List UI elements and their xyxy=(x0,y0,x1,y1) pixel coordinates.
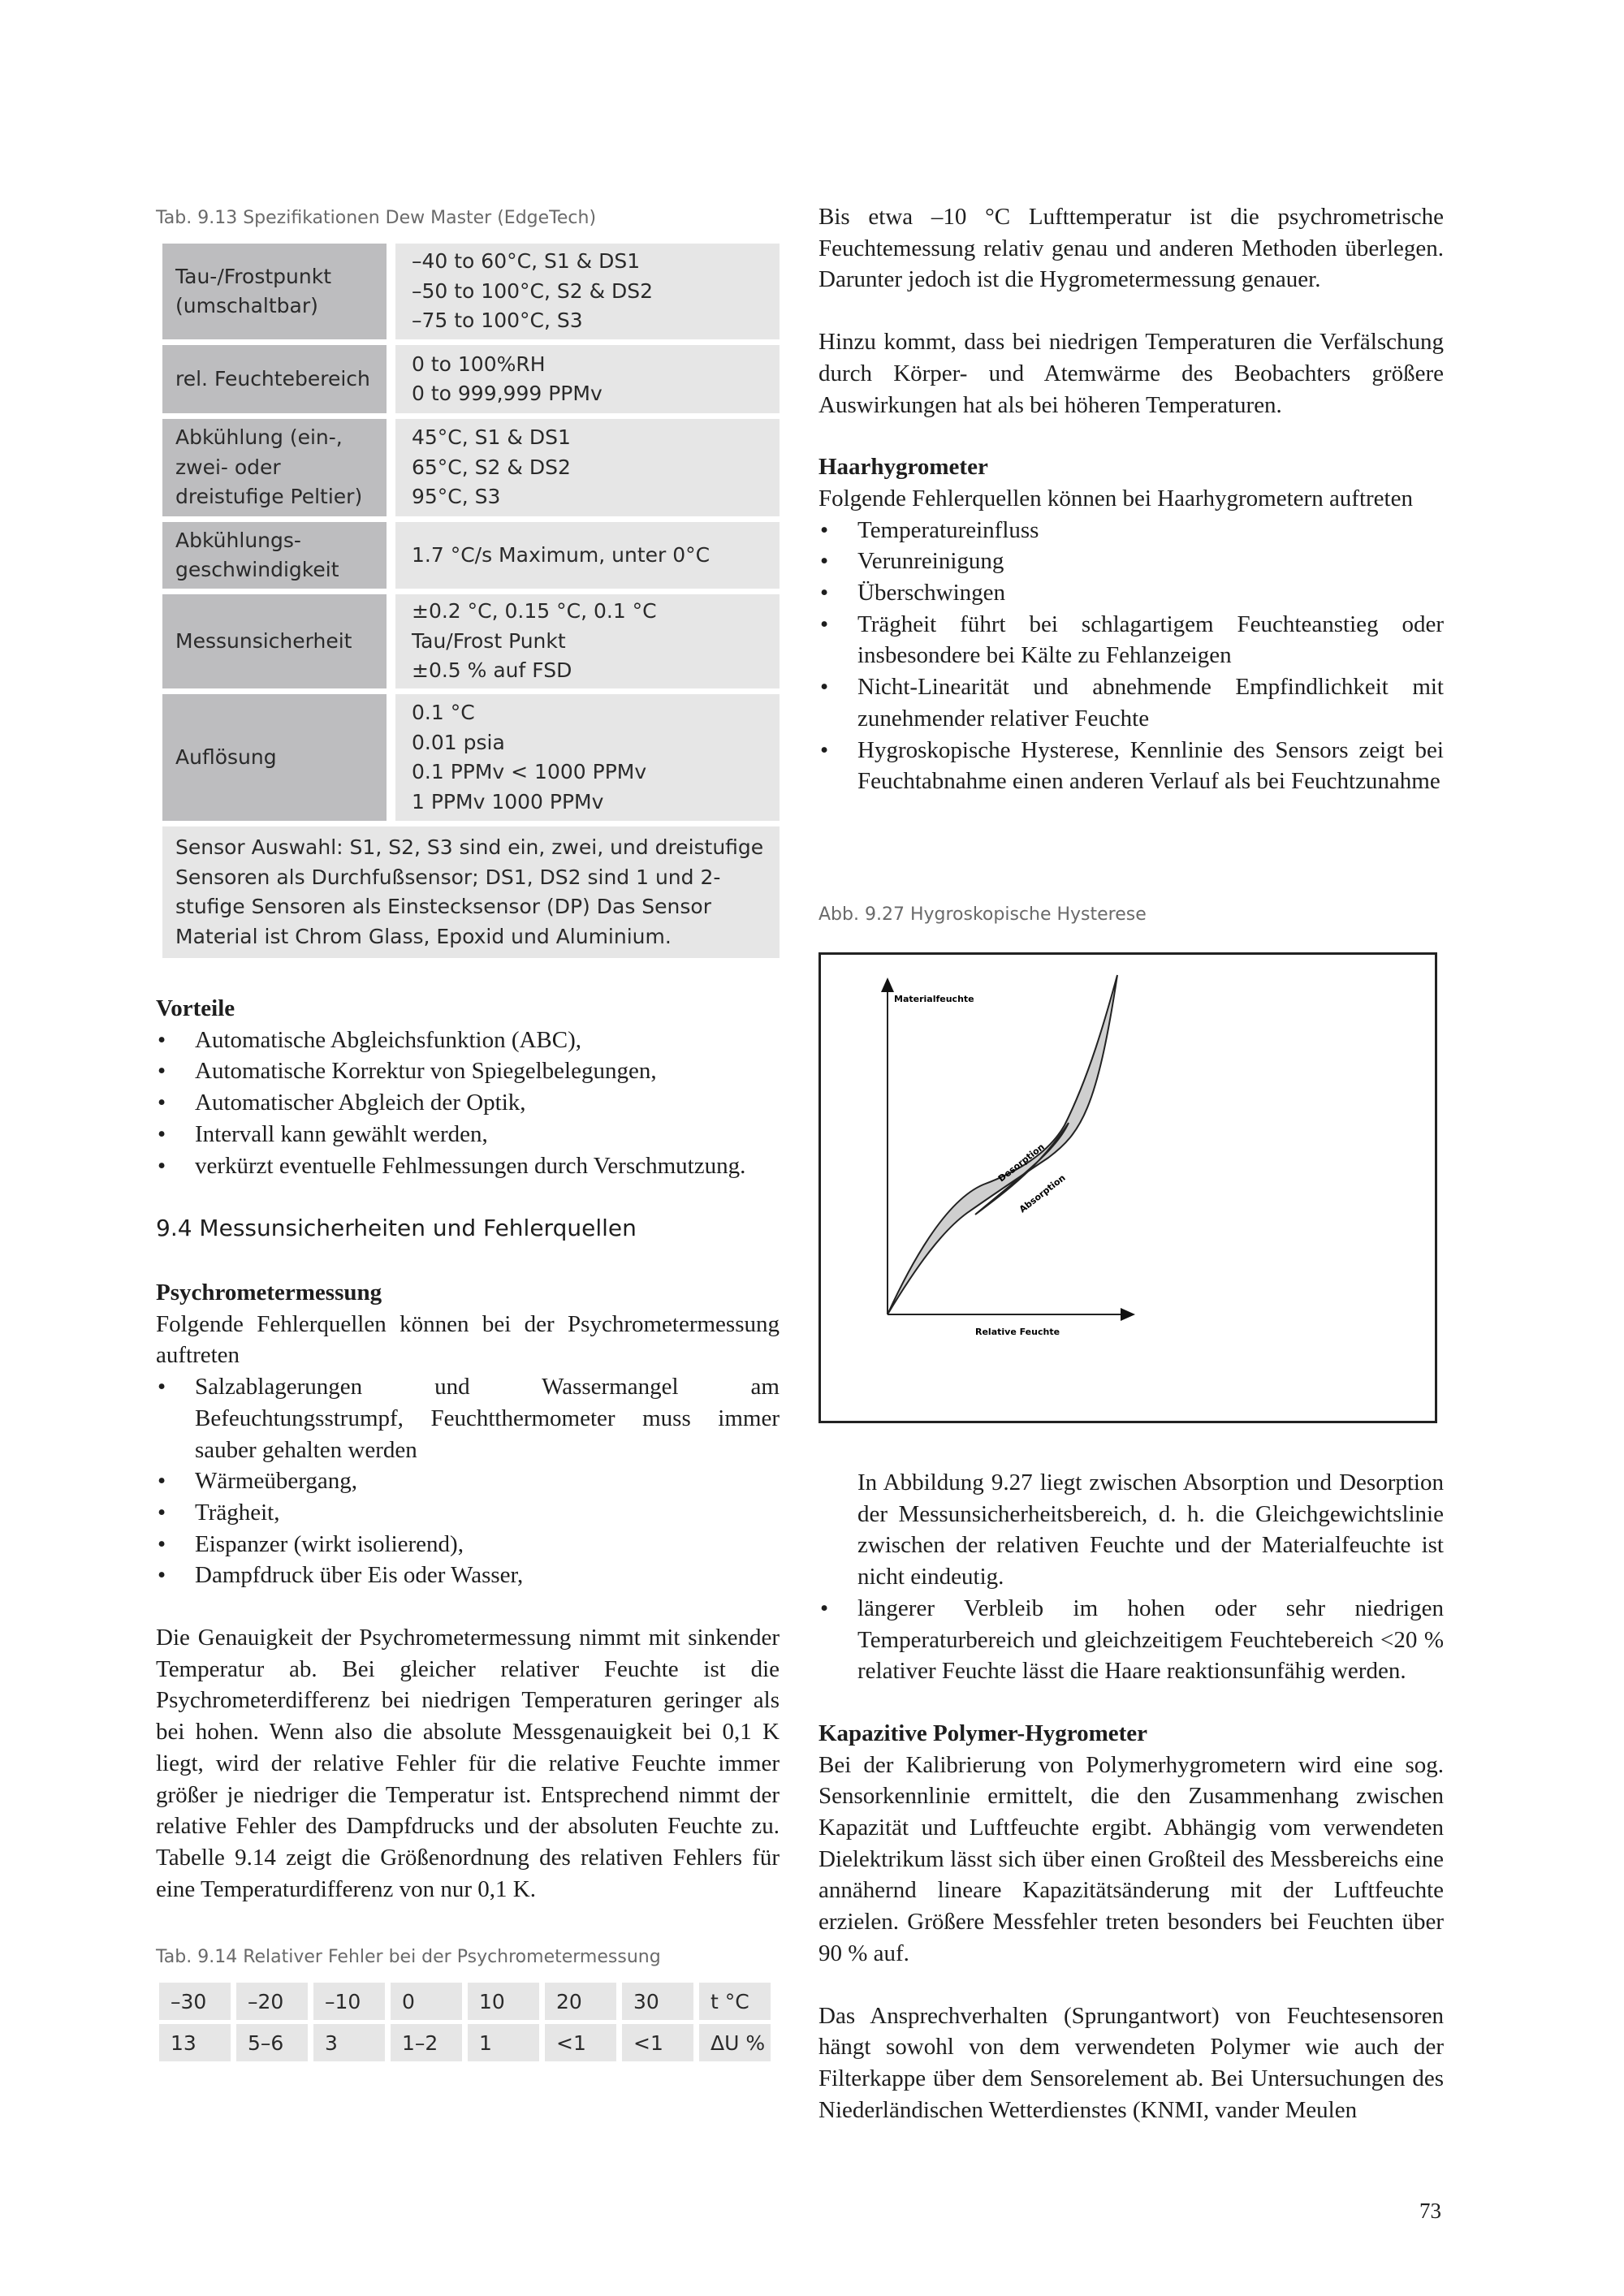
haar-heading: Haarhygrometer xyxy=(818,454,988,481)
vorteile-heading: Vorteile xyxy=(156,995,235,1021)
figure-caption: Abb. 9.27 Hygroskopische Hysterese xyxy=(818,904,1147,925)
cell: <1 xyxy=(545,2024,616,2061)
cell: 1–2 xyxy=(391,2024,462,2061)
hysteresis-figure xyxy=(818,952,1437,1423)
list-item: • Automatischer Abgleich der Optik, xyxy=(156,1087,780,1119)
haar-list xyxy=(818,515,1444,797)
row-key: Tau-/Frostpunkt (umschaltbar) xyxy=(162,244,387,339)
value: 65°C, S2 & DS2 xyxy=(412,455,571,479)
vorteile-list xyxy=(156,1025,780,1182)
right-column-bottom xyxy=(818,1467,1444,2126)
cell: 0 xyxy=(391,1983,462,2020)
list-item: • Hygroskopische Hysterese, Kennlinie des Sensors zeigt bei Feuchtabnahme einen anderen Verlauf als bei Feuchtzunahme xyxy=(818,735,1444,797)
list-item: • Überschwingen xyxy=(818,577,1444,609)
right-column-top xyxy=(818,201,1444,797)
value: 95°C, S3 xyxy=(412,485,501,509)
cell: 13 xyxy=(159,2024,231,2061)
value: 0.01 psia xyxy=(412,730,505,754)
haar-intro: Folgende Fehlerquellen können bei Haarhygrometern auftreten xyxy=(818,485,1413,511)
table-row xyxy=(159,2024,776,2061)
section-title: 9.4 Messunsicherheiten und Fehlerquellen xyxy=(156,1215,637,1241)
table-row xyxy=(162,419,780,516)
cell: 20 xyxy=(545,1983,616,2020)
cell: 10 xyxy=(468,1983,539,2020)
y-axis-label: Materialfeuchte xyxy=(894,994,974,1004)
hysteresis-band xyxy=(888,975,1117,1314)
value: 0 to 100%RH xyxy=(412,352,546,376)
absorption-label: Absorption xyxy=(1017,1172,1068,1215)
value: ±0.2 °C, 0.15 °C, 0.1 °C xyxy=(412,599,657,624)
psychro-intro: Folgende Fehlerquellen können bei der Psychrometermessung auftreten xyxy=(156,1310,780,1369)
desorption-label: Desorption xyxy=(996,1141,1047,1185)
psychro-heading: Psychrometermessung xyxy=(156,1280,382,1306)
row-key: Abkühlung (ein-, zwei- oder dreistufige Peltier) xyxy=(162,419,387,516)
cell: <1 xyxy=(622,2024,693,2061)
list-item: • längerer Verbleib im hohen oder sehr niedrigen Temperaturbereich und gleichzeitigem Feuchtebereich <20 % relativer Feuchte lässt die Haare reaktionsunfähig werden. xyxy=(818,1593,1444,1687)
value: 1.7 °C/s Maximum, unter 0°C xyxy=(412,542,710,567)
list-item: • Nicht-Linearität und abnehmende Empfindlichkeit mit zunehmender relativer Feuchte xyxy=(818,671,1444,734)
vorteile-section xyxy=(156,993,780,1181)
cell: ΔU % xyxy=(699,2024,771,2061)
paragraph: Hinzu kommt, dass bei niedrigen Temperaturen die Verfälschung durch Körper- und Atemwärme des Beobachters größere Auswirkungen hat als bei höheren Temperaturen. xyxy=(818,329,1444,418)
paragraph: Bei der Kalibrierung von Polymerhygrometern wird eine sog. Sensorkennlinie ermittelt, die den Zusammenhang zwischen Kapazität und Luftfeuchte ergibt. Abhängig vom verwendeten Dielektrikum lässt sich über einen Großteil des Messbereichs eine annähernd lineare Kapazitätsänderung mit der Luftfeuchte erzielen. Größere Messfehler treten besonders bei Feuchten über 90 % auf. xyxy=(818,1751,1444,1966)
paragraph: Das Ansprechverhalten (Sprungantwort) von Feuchtesensoren hängt sowohl von dem verwendeten Polymer wie auch der Filterkappe über dem Sensorelement ab. Bei Untersuchungen des Niederländischen Wetterdienstes (KNMI, vander Meulen xyxy=(818,2002,1444,2123)
hysteresis-diagram xyxy=(821,955,1435,1421)
list-item: • Wärmeübergang, xyxy=(156,1465,780,1497)
cell: 5–6 xyxy=(236,2024,308,2061)
list-item: • Trägheit, xyxy=(156,1497,780,1529)
list-item: • Trägheit führt bei schlagartigem Feuchteanstieg oder insbesondere bei Kälte zu Fehlanzeigen xyxy=(818,609,1444,671)
list-item: • Automatische Korrektur von Spiegelbelegungen, xyxy=(156,1055,780,1087)
cell: –30 xyxy=(159,1983,231,2020)
value: 0 to 999,999 PPMv xyxy=(412,382,603,405)
list-item: • Automatische Abgleichsfunktion (ABC), xyxy=(156,1025,780,1056)
list-item: • Verunreinigung xyxy=(818,546,1444,577)
value: 1 PPMv 1000 PPMv xyxy=(412,789,604,814)
table-row xyxy=(159,1983,776,2020)
list-item: • Temperatureinfluss xyxy=(818,515,1444,546)
cell: 30 xyxy=(622,1983,693,2020)
value: 0.1 PPMv < 1000 PPMv xyxy=(412,760,647,783)
psychro-list xyxy=(156,1371,780,1591)
row-values xyxy=(395,419,780,516)
table-row xyxy=(162,244,780,339)
figure-explanation: In Abbildung 9.27 liegt zwischen Absorption und Desorption der Messunsicherheitsbereich, d. h. die Gleichgewichtslinie zwischen der relativen Feuchte und der Materialfeuchte ist nicht eindeutig. xyxy=(857,1470,1444,1590)
table-row xyxy=(162,345,780,413)
table-9-14-caption: Tab. 9.14 Relativer Fehler bei der Psychrometermessung xyxy=(156,1947,661,1967)
spec-table xyxy=(162,244,780,958)
table-row xyxy=(162,522,780,589)
value: –75 to 100°C, S3 xyxy=(412,309,583,333)
cell: 1 xyxy=(468,2024,539,2061)
row-values xyxy=(395,345,780,413)
error-table xyxy=(159,1983,776,2065)
page-number: 73 xyxy=(1419,2199,1441,2223)
value: Tau/Frost Punkt xyxy=(412,628,566,653)
list-item: • Eispanzer (wirkt isolierend), xyxy=(156,1529,780,1560)
table-row xyxy=(162,694,780,821)
psychro-paragraph: Die Genauigkeit der Psychrometermessung nimmt mit sinkender Temperatur ab. Bei gleicher relativer Feuchte ist die Psychrometerdifferenz bei niedrigen Temperaturen geringer als bei hohen. Wenn also die absolute Messgenauigkeit bei 0,1 K liegt, wird der relative Fehler für die relative Feuchte immer größer je niedriger die Temperatur ist. Entsprechend nimmt der relative Fehler des Dampfdrucks und der absoluten Feuchte zu. Tabelle 9.14 zeigt die Größenordnung des relativen Fehlers für eine Temperaturdifferenz von nur 0,1 K. xyxy=(156,1625,780,1902)
value: 0.1 °C xyxy=(412,701,475,724)
row-values xyxy=(395,522,780,589)
value: –50 to 100°C, S2 & DS2 xyxy=(412,278,654,303)
table-row xyxy=(162,594,780,688)
list-item: • verkürzt eventuelle Fehlmessungen durch Verschmutzung. xyxy=(156,1150,780,1182)
cell: –10 xyxy=(313,1983,385,2020)
paragraph: Bis etwa –10 °C Lufttemperatur ist die psychrometrische Feuchtemessung relativ genau und anderen Methoden überlegen. Darunter jedoch ist die Hygrometermessung genauer. xyxy=(818,204,1444,293)
kapazitive-heading: Kapazitive Polymer-Hygrometer xyxy=(818,1720,1148,1746)
psychro-section xyxy=(156,1277,780,1905)
cell: 3 xyxy=(313,2024,385,2061)
row-key: Auflösung xyxy=(162,694,387,821)
value: –40 to 60°C, S1 & DS1 xyxy=(412,249,641,274)
row-values xyxy=(395,694,780,821)
table-9-13-caption: Tab. 9.13 Spezifikationen Dew Master (EdgeTech) xyxy=(156,208,597,228)
row-key: Abkühlungs-geschwindigkeit xyxy=(162,522,387,589)
row-key: Messunsicherheit xyxy=(162,594,387,688)
row-values xyxy=(395,244,780,339)
row-key: rel. Feuchtebereich xyxy=(162,345,387,413)
cell: t °C xyxy=(699,1983,771,2020)
value: 45°C, S1 & DS1 xyxy=(412,425,571,450)
value: ±0.5 % auf FSD xyxy=(412,658,572,683)
table-note: Sensor Auswahl: S1, S2, S3 sind ein, zwei, und dreistufige Sensoren als Durchfußsensor; DS1, DS2 sind 1 und 2-stufige Sensoren als Einstecksensor (DP) Das Sensor Material ist Chrom Glass, Epoxid und Aluminium. xyxy=(162,826,780,958)
cell: –20 xyxy=(236,1983,308,2020)
x-axis-label: Relative Feuchte xyxy=(975,1327,1060,1337)
list-item: • Salzablagerungen und Wassermangel am Befeuchtungsstrumpf, Feuchtthermometer muss immer sauber gehalten werden xyxy=(156,1371,780,1465)
list-item: • Intervall kann gewählt werden, xyxy=(156,1119,780,1150)
list-item: • Dampfdruck über Eis oder Wasser, xyxy=(156,1560,780,1591)
row-values xyxy=(395,594,780,688)
